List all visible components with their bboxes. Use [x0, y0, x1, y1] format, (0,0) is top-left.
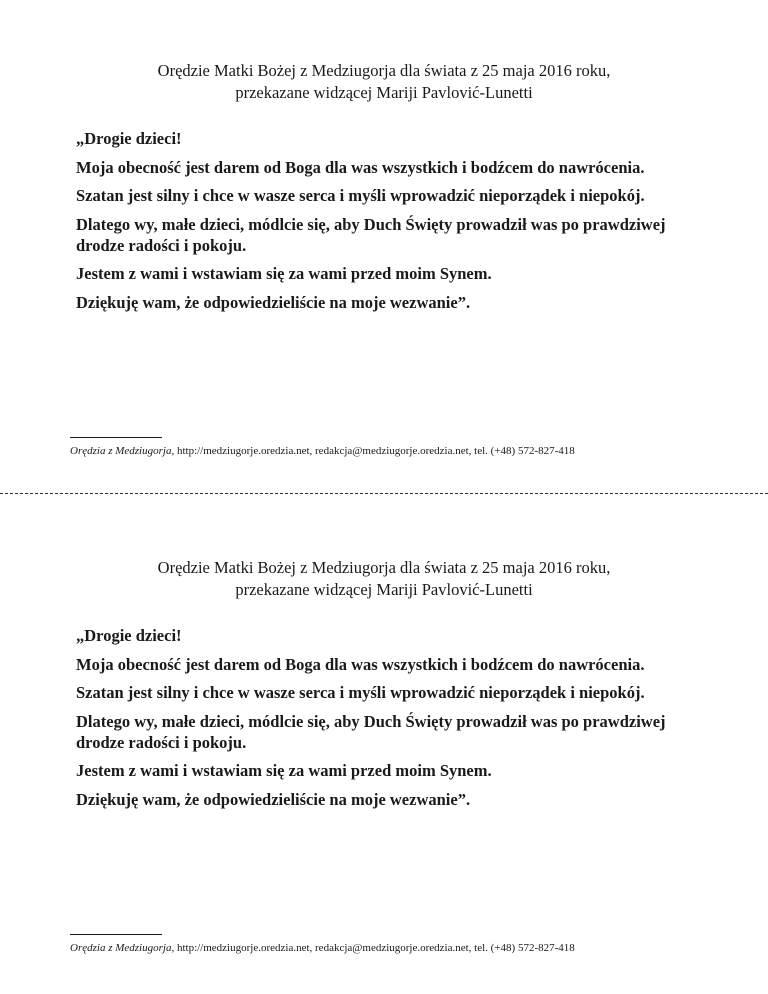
message-greeting: „Drogie dzieci!: [76, 129, 182, 148]
footnote-source: Orędzia z Medziugorja: [70, 445, 172, 457]
title-line-1: Orędzie Matki Bożej z Medziugorja dla świata z 25 maja 2016 roku,: [157, 61, 611, 80]
title-line-2: przekazane widzącej Mariji Pavlović-Lunetti: [235, 580, 533, 599]
message-paragraph: Dlatego wy, małe dzieci, módlcie się, aby Duch Święty prowadził was po prawdziwej drodze radości i pokoju.: [76, 711, 666, 752]
message-paragraph: Moja obecność jest darem od Boga dla was wszystkich i bodźcem do nawrócenia.: [76, 654, 645, 674]
title-line-2: przekazane widzącej Mariji Pavlović-Lunetti: [235, 83, 533, 102]
message-title: [0, 60, 768, 104]
message-body: [76, 128, 716, 320]
title-line-1: Orędzie Matki Bożej z Medziugorja dla świata z 25 maja 2016 roku,: [157, 558, 611, 577]
message-paragraph: Moja obecność jest darem od Boga dla was wszystkich i bodźcem do nawrócenia.: [76, 157, 645, 177]
message-body: [76, 625, 716, 817]
message-paragraph: Dlatego wy, małe dzieci, módlcie się, aby Duch Święty prowadził was po prawdziwej drodze radości i pokoju.: [76, 214, 666, 255]
footnote-source: Orędzia z Medziugorja: [70, 942, 172, 954]
message-paragraph: Jestem z wami i wstawiam się za wami przed moim Synem.: [76, 761, 492, 780]
footnote: [70, 941, 575, 955]
footnote-details: , http://medziugorje.oredzia.net, redakcja@medziugorje.oredzia.net, tel. (+48) 572-827-418: [171, 445, 575, 457]
message-paragraph: Szatan jest silny i chce w wasze serca i myśli wprowadzić nieporządek i niepokój.: [76, 683, 645, 702]
message-paragraph: Jestem z wami i wstawiam się za wami przed moim Synem.: [76, 264, 492, 283]
footnote-divider: [70, 934, 162, 935]
message-title: [0, 557, 768, 601]
message-closing: Dziękuję wam, że odpowiedzieliście na moje wezwanie”.: [76, 789, 471, 809]
footnote-divider: [70, 437, 162, 438]
cut-line-divider: [0, 493, 768, 494]
message-paragraph: Szatan jest silny i chce w wasze serca i myśli wprowadzić nieporządek i niepokój.: [76, 186, 645, 205]
message-closing: Dziękuję wam, że odpowiedzieliście na moje wezwanie”.: [76, 292, 471, 312]
message-greeting: „Drogie dzieci!: [76, 626, 182, 645]
message-card-bottom: [0, 497, 768, 994]
footnote: [70, 444, 575, 458]
footnote-details: , http://medziugorje.oredzia.net, redakcja@medziugorje.oredzia.net, tel. (+48) 572-827-418: [171, 942, 575, 954]
